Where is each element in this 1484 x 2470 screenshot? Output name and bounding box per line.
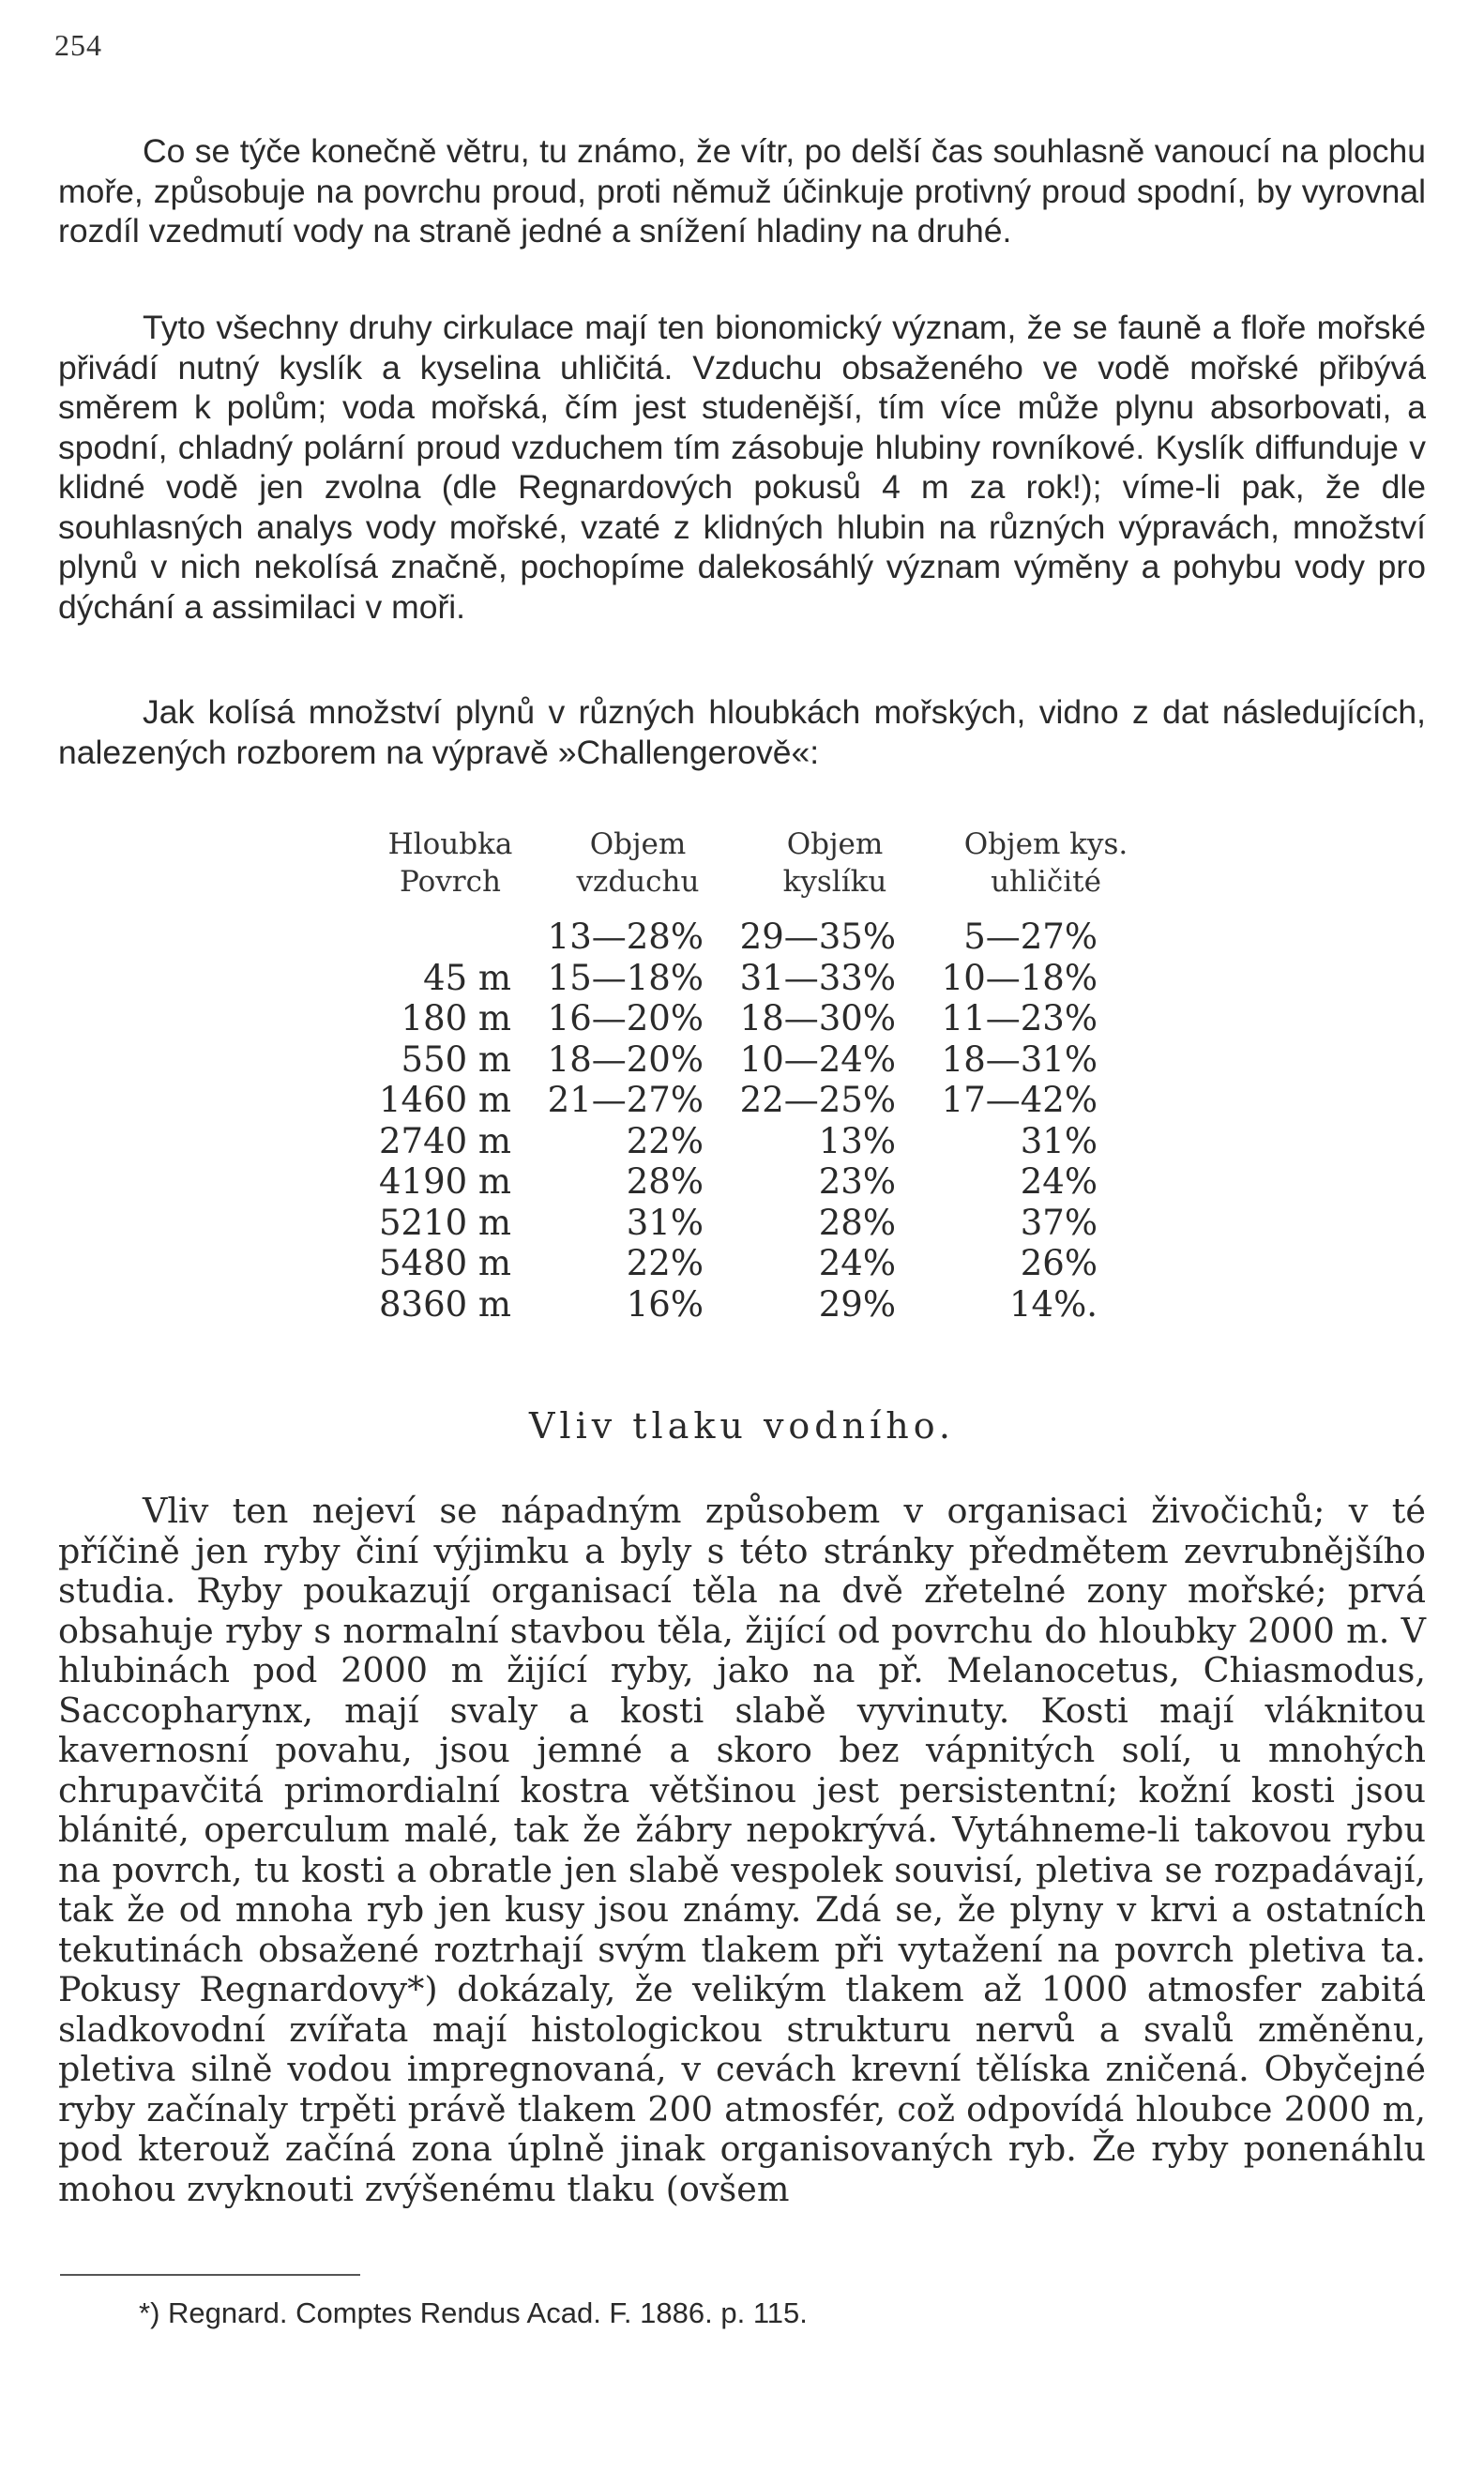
cell-air: 16% [626, 1283, 704, 1325]
header-air [544, 826, 732, 901]
cell-co2: 10—18% [941, 957, 1098, 998]
cell-co2: 11—23% [941, 998, 1098, 1038]
cell-air: 13—28% [547, 917, 704, 957]
cell-air: 16—20% [547, 998, 704, 1038]
cell-depth: 45 m [423, 957, 511, 998]
cell-oxygen: 29% [818, 1283, 896, 1325]
paragraph-text: Co se týče konečně větru, tu známo, že vítr, po delší čas souhlasně vanoucí na plochu moře, způsobuje na povrchu proud, proti němuž účinkuje protivný proud spodní, by vyrovnal rozdíl vzedmutí vody na straně jedné a snížení hladiny na druhé. [58, 132, 1426, 250]
cell-co2: 31% [1020, 1120, 1098, 1161]
page-number: 254 [54, 28, 102, 62]
cell-air: 15—18% [547, 957, 704, 998]
cell-air: 31% [626, 1202, 704, 1243]
cell-oxygen: 13% [818, 1120, 896, 1161]
cell-depth: 1460 m [378, 1080, 511, 1120]
header-line: kyslíku [782, 865, 887, 899]
cell-depth: 550 m [401, 1038, 511, 1080]
header-depth [356, 826, 544, 901]
cell-air: 22% [626, 1120, 704, 1161]
header-line: Hloubka [387, 827, 513, 861]
header-line: Povrch [400, 865, 501, 899]
paragraph-wind-currents [58, 131, 1426, 251]
cell-depth: 180 m [401, 998, 511, 1038]
cell-oxygen: 23% [818, 1161, 896, 1202]
section-title: Vliv tlaku vodního. [528, 1405, 955, 1447]
cell-depth: 8360 m [378, 1283, 511, 1325]
cell-oxygen: 22—25% [739, 1080, 896, 1120]
cell-oxygen: 18—30% [739, 998, 896, 1038]
cell-co2: 26% [1020, 1243, 1098, 1283]
header-co2 [938, 826, 1154, 901]
cell-air: 28% [626, 1161, 704, 1202]
footnote: *) Regnard. Comptes Rendus Acad. F. 1886. p. 115. [139, 2296, 808, 2329]
cell-oxygen: 24% [818, 1243, 896, 1283]
header-oxygen [741, 826, 929, 901]
cell-co2: 17—42% [941, 1080, 1098, 1120]
cell-oxygen: 28% [818, 1202, 896, 1243]
cell-co2: 14%. [1009, 1283, 1098, 1325]
header-line: Objem [589, 827, 687, 861]
paragraph-pressure [58, 1492, 1426, 2209]
paragraph-text: Vliv ten nejeví se nápadným způsobem v organisaci živočichů; v té příčině jen ryby činí výjimku a byly s této stránky předmětem zevrubnějšího studia. Ryby poukazují organisací těla na dvě zřetelné zony mořské; prvá obsahuje ryby s normalní stavbou těla, žijící od povrchu do hloubky 2000 m. V hlubinách pod 2000 m žijící ryby, jako na př. Melanocetus, Chiasmodus, Saccopharynx, mají svaly a kosti slabě vyvinuty. Kosti mají vláknitou kavernosní povahu, jsou jemné a skoro bez vápnitých solí, u mnohých chrupavčitá primordialní kostra většinou jest persistentní; kožní kosti jsou blánité, operculum malé, tak že žábry nepokrývá. Vytáhneme-li takovou rybu na povrch, tu kosti a obratle jen slabě vespolek souvisí, pletiva se rozpadávají, tak že od mnoha ryb jen kusy jsou známy. Zdá se, že plyny v krvi a ostatních tekutinách obsažené roztrhají svým tlakem při vytažení na povrch pletiva ta. Pokusy Regnardovy*) dokázaly, že velikým tlakem až 1000 atmosfer zabitá sladkovodní zvířata mají histologickou strukturu nervů a svalů změněnu, pletiva silně vodou impregnovaná, v cevách krevní tělíska zničená. Obyčejné ryby začínaly trpěti právě tlakem 200 atmosfér, což odpovídá hloubce 2000 m, pod kterouž začíná zona úplně jinak organisovaných ryb. Že ryby ponenáhlu mohou zvyknouti zvýšenému tlaku (ovšem [58, 1491, 1426, 2209]
cell-oxygen: 29—35% [739, 917, 896, 957]
header-line: Objem kys. [963, 827, 1128, 861]
header-line: Objem [786, 827, 884, 861]
cell-air: 18—20% [547, 1038, 704, 1080]
cell-depth: 2740 m [378, 1120, 511, 1161]
paragraph-gas-intro [58, 692, 1426, 772]
cell-oxygen: 10—24% [739, 1038, 896, 1080]
cell-air: 21—27% [547, 1080, 704, 1120]
cell-depth: 4190 m [378, 1161, 511, 1202]
header-line: uhličité [991, 865, 1101, 899]
cell-oxygen: 31—33% [739, 957, 896, 998]
cell-co2: 37% [1020, 1202, 1098, 1243]
cell-depth: 5480 m [378, 1243, 511, 1283]
cell-air: 22% [626, 1243, 704, 1283]
footnote-divider [60, 2274, 360, 2276]
cell-co2: 5—27% [963, 917, 1098, 957]
paragraph-text: Jak kolísá množství plynů v různých hloubkách mořských, vidno z dat následujících, nalezených rozborem na výpravě »Challengerově«: [58, 693, 1426, 771]
header-line: vzduchu [576, 865, 700, 899]
paragraph-text: Tyto všechny druhy cirkulace mají ten bionomický význam, že se fauně a floře mořské přivádí nutný kyslík a kyselina uhličitá. Vzduchu obsaženého ve vodě mořské přibývá směrem k polům; voda mořská, čím jest studenější, tím více může plynu absorbovati, a spodní, chladný polární proud vzduchem tím zásobuje hlubiny rovníkové. Kyslík diffunduje v klidné vodě jen zvolna (dle Regnardových pokusů 4 m za rok!); víme-li pak, že dle souhlasných analys vody mořské, vzaté z klidných hlubin na různých výpravách, množství plynů v nich nekolísá značně, pochopíme dalekosáhlý význam výměny a pohybu vody pro dýchání a assimilaci v moři. [58, 309, 1426, 626]
cell-co2: 24% [1020, 1161, 1098, 1202]
paragraph-circulation [58, 308, 1426, 627]
cell-co2: 18—31% [941, 1038, 1098, 1080]
cell-depth: 5210 m [378, 1202, 511, 1243]
